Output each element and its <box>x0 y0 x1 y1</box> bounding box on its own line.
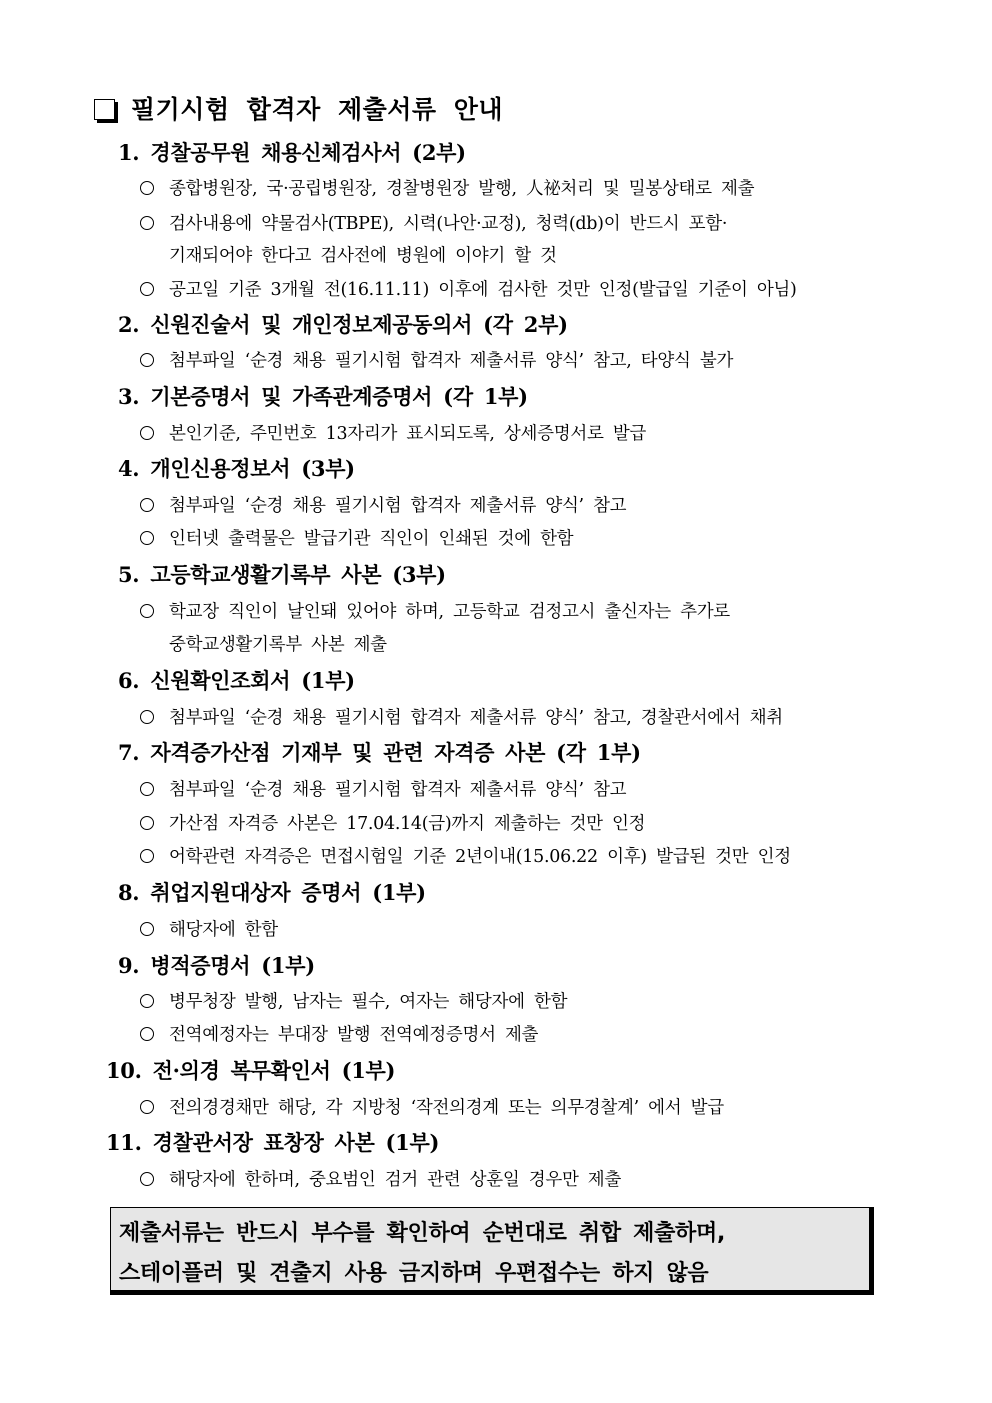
bullet-item <box>140 810 645 835</box>
section-heading-11: 11. 경찰관서장 표창장 사본 (1부) <box>106 1130 440 1155</box>
bullet-text: 첨부파일 ‘순경 채용 필기시험 합격자 제출서류 양식’ 참고 <box>169 780 627 800</box>
bullet-text: 인터넷 출력물은 발급기관 직인이 인쇄된 것에 한함 <box>169 529 574 549</box>
bullet-item <box>140 525 573 550</box>
bullet-item <box>140 175 754 200</box>
circle-bullet-icon <box>140 922 154 936</box>
circle-bullet-icon <box>140 849 154 863</box>
circle-bullet-icon <box>140 1100 154 1114</box>
circle-bullet-icon <box>140 498 154 512</box>
bullet-item <box>140 704 783 729</box>
bullet-text: 가산점 자격증 사본은 17.04.14(금)까지 제출하는 것만 인정 <box>169 814 646 834</box>
circle-bullet-icon <box>140 1172 154 1186</box>
section-heading-2: 2. 신원진술서 및 개인정보제공동의서 (각 2부) <box>118 312 568 337</box>
bullet-text: 학교장 직인이 날인돼 있어야 하며, 고등학교 검정고시 출신자는 추가로 <box>169 602 730 622</box>
circle-bullet-icon <box>140 782 154 796</box>
bullet-item <box>140 492 626 517</box>
bullet-item <box>140 420 646 445</box>
notice-line-1: 제출서류는 반드시 부수를 확인하여 순번대로 취합 제출하며, <box>119 1221 726 1246</box>
bullet-item <box>140 776 626 801</box>
circle-bullet-icon <box>140 531 154 545</box>
bullet-text: 첨부파일 ‘순경 채용 필기시험 합격자 제출서류 양식’ 참고, 경찰관서에서 채취 <box>169 708 783 728</box>
checkbox-square-icon <box>94 99 115 120</box>
bullet-continuation: 중학교생활기록부 사본 제출 <box>169 635 387 655</box>
bullet-item <box>140 210 727 235</box>
circle-bullet-icon <box>140 426 154 440</box>
bullet-item <box>140 1166 621 1191</box>
bullet-text: 병무청장 발행, 남자는 필수, 여자는 해당자에 한함 <box>169 992 568 1012</box>
circle-bullet-icon <box>140 1027 154 1041</box>
section-heading-10: 10. 전·의경 복무확인서 (1부) <box>106 1058 396 1083</box>
bullet-item <box>140 988 567 1013</box>
section-heading-4: 4. 개인신용정보서 (3부) <box>118 456 355 481</box>
circle-bullet-icon <box>140 994 154 1008</box>
circle-bullet-icon <box>140 604 154 618</box>
bullet-text: 첨부파일 ‘순경 채용 필기시험 합격자 제출서류 양식’ 참고, 타양식 불가 <box>169 351 734 371</box>
circle-bullet-icon <box>140 181 154 195</box>
bullet-text: 어학관련 자격증은 면접시험일 기준 2년이내(15.06.22 이후) 발급된 것만 인정 <box>169 847 791 867</box>
bullet-text: 공고일 기준 3개월 전(16.11.11) 이후에 검사한 것만 인정(발급일 기준이 아님) <box>169 280 797 300</box>
bullet-text: 본인기준, 주민번호 13자리가 표시되도록, 상세증명서로 발급 <box>169 424 647 444</box>
bullet-item <box>140 843 791 868</box>
bullet-item <box>140 916 278 941</box>
page-title <box>94 90 503 126</box>
bullet-text: 검사내용에 약물검사(TBPE), 시력(나안·교정), 청력(db)이 반드시 포함· <box>169 214 728 234</box>
bullet-item <box>140 1021 538 1046</box>
bullet-item <box>140 1094 724 1119</box>
circle-bullet-icon <box>140 816 154 830</box>
section-heading-8: 8. 취업지원대상자 증명서 (1부) <box>118 880 426 905</box>
bullet-text: 전역예정자는 부대장 발행 전역예정증명서 제출 <box>169 1025 539 1045</box>
circle-bullet-icon <box>140 353 154 367</box>
circle-bullet-icon <box>140 282 154 296</box>
section-heading-3: 3. 기본증명서 및 가족관계증명서 (각 1부) <box>118 384 528 409</box>
circle-bullet-icon <box>140 216 154 230</box>
bullet-item <box>140 347 733 372</box>
bullet-text: 종합병원장, 국·공립병원장, 경찰병원장 발행, 人祕처리 및 밀봉상태로 제출 <box>169 179 755 199</box>
bullet-item <box>140 276 797 301</box>
section-heading-1: 1. 경찰공무원 채용신체검사서 (2부) <box>118 140 466 165</box>
section-heading-6: 6. 신원확인조회서 (1부) <box>118 668 355 693</box>
bullet-text: 해당자에 한하며, 중요범인 검거 관련 상훈일 경우만 제출 <box>169 1170 622 1190</box>
bullet-item <box>140 598 730 623</box>
section-heading-5: 5. 고등학교생활기록부 사본 (3부) <box>118 562 446 587</box>
section-heading-7: 7. 자격증가산점 기재부 및 관련 자격증 사본 (각 1부) <box>118 740 641 765</box>
notice-box <box>110 1207 874 1295</box>
notice-line-2: 스테이플러 및 견출지 사용 금지하며 우편접수는 하지 않음 <box>119 1261 709 1286</box>
bullet-text: 해당자에 한함 <box>169 920 278 940</box>
circle-bullet-icon <box>140 710 154 724</box>
bullet-text: 첨부파일 ‘순경 채용 필기시험 합격자 제출서류 양식’ 참고 <box>169 496 627 516</box>
bullet-text: 전의경경채만 해당, 각 지방청 ‘작전의경계 또는 의무경찰계’ 에서 발급 <box>169 1098 724 1118</box>
section-heading-9: 9. 병적증명서 (1부) <box>118 953 315 978</box>
page-title-text: 필기시험 합격자 제출서류 안내 <box>131 95 504 124</box>
bullet-continuation: 기재되어야 한다고 검사전에 병원에 이야기 할 것 <box>169 246 557 266</box>
